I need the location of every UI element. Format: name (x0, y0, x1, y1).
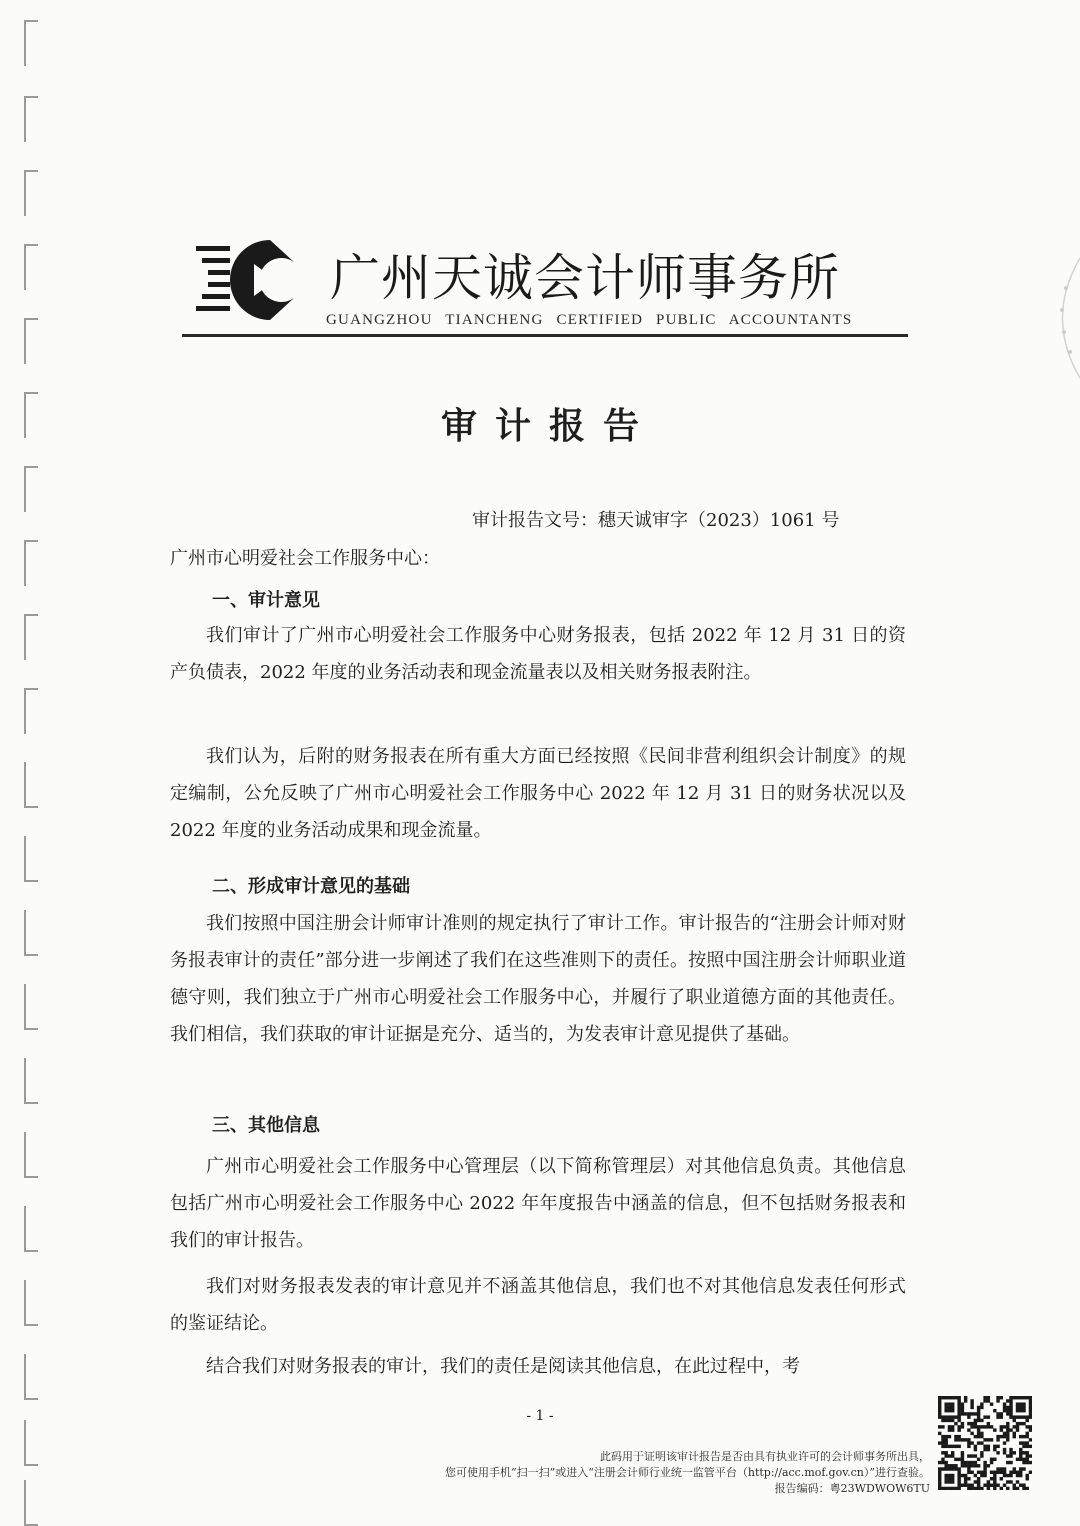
binding-mark (24, 836, 38, 882)
seal-stamp-partial (1040, 248, 1080, 388)
binding-mark (24, 1280, 38, 1326)
binding-mark (24, 1480, 38, 1526)
report-number: 审计报告文号：穗天诚审字（2023）1061 号 (472, 510, 840, 531)
verification-note-line1: 此码用于证明该审计报告是否由具有执业许可的会计师事务所出具， (600, 1450, 930, 1463)
qr-code-icon[interactable] (938, 1396, 1032, 1490)
binding-mark (24, 1206, 38, 1252)
section-body-other-information (170, 1148, 906, 1259)
binding-mark (24, 910, 38, 956)
binding-mark (24, 762, 38, 808)
section-body-basis-for-opinion (170, 905, 906, 1053)
binding-mark (24, 1420, 38, 1466)
document-title: 审计报告 (440, 406, 657, 447)
verification-report-code: 报告编码：粤23WDWOW6TU (774, 1482, 930, 1495)
binding-mark (24, 614, 38, 660)
section-body-audit-opinion (170, 617, 906, 691)
paragraph: 广州市心明爱社会工作服务中心管理层（以下简称管理层）对其他信息负责。其他信息包括广州市心明爱社会工作服务中心 2022 年年度报告中涵盖的信息，但不包括财务报表和我们的审计报告。 (170, 1156, 906, 1251)
addressee: 广州市心明爱社会工作服务中心： (170, 548, 440, 569)
section-heading-other-information: 三、其他信息 (212, 1115, 320, 1136)
binding-mark (24, 20, 38, 66)
paragraph: 我们对财务报表发表的审计意见并不涵盖其他信息，我们也不对其他信息发表任何形式的鉴证结论。 (170, 1276, 906, 1334)
binding-mark (24, 688, 38, 734)
binding-mark (24, 244, 38, 290)
page-number: - 1 - (526, 1408, 554, 1424)
section-body-other-information-3 (170, 1348, 906, 1385)
binding-mark (24, 540, 38, 586)
firm-name-english: GUANGZHOU TIANCHENG CERTIFIED PUBLIC ACCOUNTANTS (326, 312, 853, 328)
firm-logo (196, 238, 308, 322)
paragraph: 我们审计了广州市心明爱社会工作服务中心财务报表，包括 2022 年 12 月 31 日的资产负债表，2022 年度的业务活动表和现金流量表以及相关财务报表附注。 (170, 625, 906, 683)
section-body-audit-opinion-2 (170, 738, 906, 849)
binding-mark (24, 1132, 38, 1178)
section-heading-basis-for-opinion: 二、形成审计意见的基础 (212, 876, 410, 897)
letterhead-divider (182, 334, 908, 337)
paragraph: 我们认为，后附的财务报表在所有重大方面已经按照《民间非营利组织会计制度》的规定编制，公允反映了广州市心明爱社会工作服务中心 2022 年 12 月 31 日的财务状况以及 2022 年度的业务活动成果和现金流量。 (170, 746, 906, 841)
section-body-other-information-2 (170, 1268, 906, 1342)
binding-mark (24, 984, 38, 1030)
firm-name-chinese: 广州天诚会计师事务所 (330, 249, 840, 307)
verification-note-line2: 您可使用手机“扫一扫”或进入“注册会计师行业统一监管平台（http://acc.mof.gov.cn）”进行查验。 (445, 1466, 930, 1479)
binding-mark (24, 96, 38, 142)
binding-mark (24, 1354, 38, 1400)
paragraph: 我们按照中国注册会计师审计准则的规定执行了审计工作。审计报告的“注册会计师对财务报表审计的责任”部分进一步阐述了我们在这些准则下的责任。按照中国注册会计师职业道德守则，我们独立于广州市心明爱社会工作服务中心，并履行了职业道德方面的其他责任。我们相信，我们获取的审计证据是充分、适当的，为发表审计意见提供了基础。 (170, 913, 906, 1045)
binding-mark (24, 170, 38, 216)
paragraph: 结合我们对财务报表的审计，我们的责任是阅读其他信息，在此过程中，考 (206, 1356, 800, 1377)
binding-mark (24, 318, 38, 364)
binding-mark (24, 466, 38, 512)
binding-mark (24, 1058, 38, 1104)
section-heading-audit-opinion: 一、审计意见 (212, 590, 320, 611)
